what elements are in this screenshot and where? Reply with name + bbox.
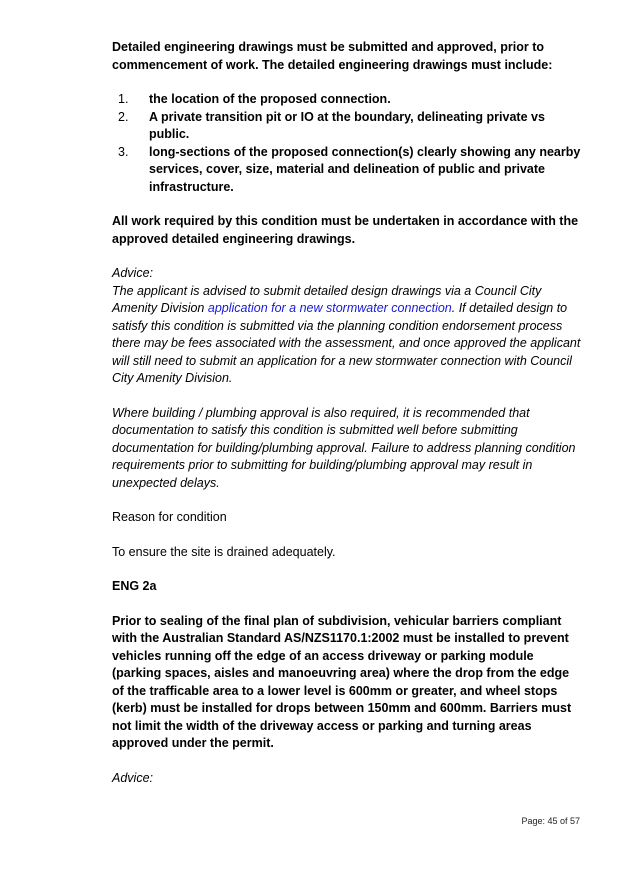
list-text: A private transition pit or IO at the boundary, delineating private vs public.	[149, 109, 545, 141]
advice-paragraph	[112, 283, 582, 388]
drawing-requirements-list	[112, 91, 582, 196]
eng-condition-text: Prior to sealing of the final plan of subdivision, vehicular barriers compliant with the Australian Standard AS/NZS1170.1:2002 must be installed to prevent vehicles running off the edge of an access driveway or parking module (parking spaces, aisles and manoeuvring area) where the drop from the edge of the trafficable area to a lower level is 600mm or greater, and wheel stops (kerb) must be installed for drops between 150mm and 600mm. Barriers must not limit the width of the driveway access or parking and turning areas approved under the permit.	[112, 613, 572, 750]
advice-heading-2: Advice:	[112, 770, 153, 785]
stormwater-connection-link[interactable]: application for a new stormwater connection	[207, 301, 452, 315]
all-work-paragraph: All work required by this condition must be undertaken in accordance with the approved detailed engineering drawings.	[112, 214, 579, 246]
list-number: 1.	[118, 92, 129, 106]
list-item	[112, 91, 582, 109]
list-item	[112, 144, 582, 197]
list-number: 2.	[118, 109, 129, 124]
advice-text: The applicant is advised to submit detailed design drawings via a Council City Amenity Division	[112, 283, 542, 315]
intro-paragraph: Detailed engineering drawings must be submitted and approved, prior to commencement of work. The detailed engineering drawings must include:	[112, 40, 553, 72]
eng-heading: ENG 2a	[112, 579, 157, 593]
list-text: long-sections of the proposed connection(s) clearly showing any nearby services, cover, size, material and delineation of public and private infrastructure.	[149, 144, 581, 194]
advice-heading: Advice:	[112, 266, 153, 280]
reason-text: To ensure the site is drained adequately.	[112, 544, 336, 559]
list-text: the location of the proposed connection.	[149, 92, 391, 106]
page-number: Page: 45 of 57	[521, 816, 580, 826]
reason-heading: Reason for condition	[112, 510, 227, 524]
document-body	[112, 39, 582, 787]
advice-text: . If detailed design to satisfy this condition is submitted via the planning condition endorsement process there may be fees associated with the assessment, and once approved the applicant will still need to submit an application for a new stormwater connection with Council City Amenity Division.	[112, 301, 581, 385]
advice-paragraph-2: Where building / plumbing approval is also required, it is recommended that documentation to satisfy this condition is submitted well before submitting documentation for building/plumbing approval. Failure to address planning condition requirements prior to submitting for building/plumbing approval may result in unexpected delays.	[112, 405, 576, 490]
list-item	[112, 109, 582, 144]
list-number: 3.	[118, 144, 129, 159]
